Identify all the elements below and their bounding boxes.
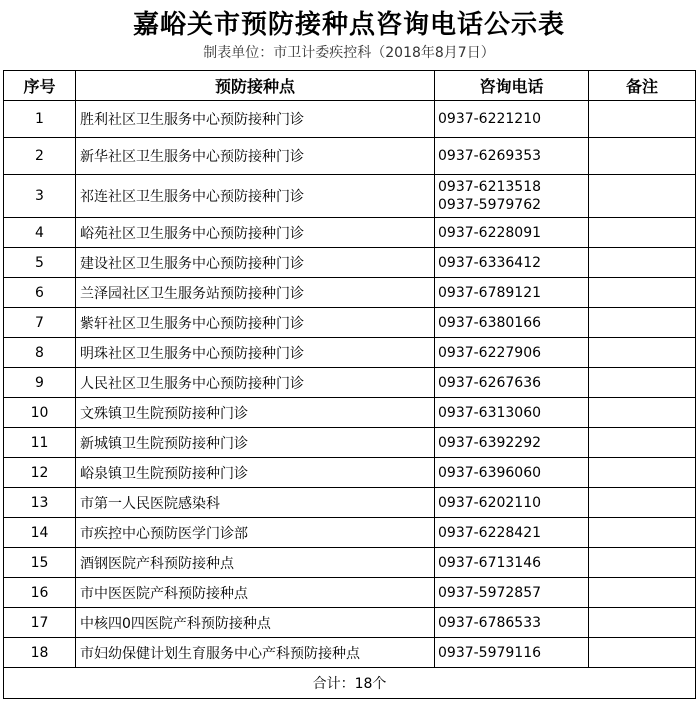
row-phone xyxy=(435,548,589,578)
row-note xyxy=(589,548,696,578)
row-index: 7 xyxy=(4,308,76,338)
row-index: 6 xyxy=(4,278,76,308)
table-row xyxy=(4,608,696,638)
phone-number: 0937-6202110 xyxy=(438,494,542,511)
row-phone xyxy=(435,518,589,548)
row-index: 18 xyxy=(4,638,76,668)
row-index: 14 xyxy=(4,518,76,548)
row-site-name: 市妇幼保健计划生育服务中心产科预防接种点 xyxy=(76,638,435,668)
table-row xyxy=(4,278,696,308)
phone-number: 0937-5979116 xyxy=(438,644,542,661)
row-index: 1 xyxy=(4,101,76,138)
row-site-name: 紫轩社区卫生服务中心预防接种门诊 xyxy=(76,308,435,338)
row-site-name: 兰泽园社区卫生服务站预防接种门诊 xyxy=(76,278,435,308)
row-index: 9 xyxy=(4,368,76,398)
table-row xyxy=(4,218,696,248)
phone-number: 0937-5979762 xyxy=(438,197,542,213)
table-row xyxy=(4,548,696,578)
row-phone xyxy=(435,398,589,428)
row-site-name: 明珠社区卫生服务中心预防接种门诊 xyxy=(76,338,435,368)
row-note xyxy=(589,175,696,218)
table-row xyxy=(4,101,696,138)
row-phone xyxy=(435,608,589,638)
row-index: 16 xyxy=(4,578,76,608)
vaccination-sites-table xyxy=(3,70,696,699)
row-index: 17 xyxy=(4,608,76,638)
row-site-name: 祁连社区卫生服务中心预防接种门诊 xyxy=(76,175,435,218)
table-row xyxy=(4,248,696,278)
row-note xyxy=(589,338,696,368)
row-index: 13 xyxy=(4,488,76,518)
row-note xyxy=(589,101,696,138)
phone-number: 0937-6392292 xyxy=(438,434,542,451)
row-note xyxy=(589,278,696,308)
row-site-name: 新城镇卫生院预防接种门诊 xyxy=(76,428,435,458)
total-cell: 合计：18个 xyxy=(4,668,696,699)
row-site-name: 文殊镇卫生院预防接种门诊 xyxy=(76,398,435,428)
row-note xyxy=(589,488,696,518)
phone-number: 0937-6267636 xyxy=(438,374,542,391)
row-note xyxy=(589,518,696,548)
table-row xyxy=(4,368,696,398)
header-note: 备注 xyxy=(589,71,696,101)
row-phone xyxy=(435,458,589,488)
phone-number: 0937-6221210 xyxy=(438,111,542,127)
row-site-name: 峪泉镇卫生院预防接种门诊 xyxy=(76,458,435,488)
row-site-name: 市第一人民医院感染科 xyxy=(76,488,435,518)
row-site-name: 建设社区卫生服务中心预防接种门诊 xyxy=(76,248,435,278)
phone-number: 0937-6227906 xyxy=(438,344,542,361)
row-phone xyxy=(435,248,589,278)
phone-number: 0937-6228421 xyxy=(438,524,542,541)
row-site-name: 胜利社区卫生服务中心预防接种门诊 xyxy=(76,101,435,138)
phone-number: 0937-6228091 xyxy=(438,224,542,241)
total-row xyxy=(4,668,696,699)
row-phone xyxy=(435,338,589,368)
table-row xyxy=(4,578,696,608)
row-index: 10 xyxy=(4,398,76,428)
row-site-name: 人民社区卫生服务中心预防接种门诊 xyxy=(76,368,435,398)
row-note xyxy=(589,248,696,278)
header-phone: 咨询电话 xyxy=(435,71,589,101)
row-note xyxy=(589,308,696,338)
row-phone xyxy=(435,428,589,458)
row-phone xyxy=(435,101,589,138)
row-phone xyxy=(435,368,589,398)
row-phone xyxy=(435,218,589,248)
phone-number: 0937-6213518 xyxy=(438,179,542,195)
row-phone xyxy=(435,638,589,668)
row-note xyxy=(589,638,696,668)
row-site-name: 新华社区卫生服务中心预防接种门诊 xyxy=(76,138,435,175)
row-index: 15 xyxy=(4,548,76,578)
table-row xyxy=(4,518,696,548)
row-phone xyxy=(435,278,589,308)
row-phone xyxy=(435,308,589,338)
row-site-name: 中核四0四医院产科预防接种点 xyxy=(76,608,435,638)
row-phone xyxy=(435,578,589,608)
row-site-name: 市中医医院产科预防接种点 xyxy=(76,578,435,608)
table-row xyxy=(4,638,696,668)
phone-number: 0937-6396060 xyxy=(438,464,542,481)
row-site-name: 市疾控中心预防医学门诊部 xyxy=(76,518,435,548)
row-note xyxy=(589,368,696,398)
row-site-name: 峪苑社区卫生服务中心预防接种门诊 xyxy=(76,218,435,248)
phone-number: 0937-6380166 xyxy=(438,314,542,331)
table-row xyxy=(4,458,696,488)
header-index: 序号 xyxy=(4,71,76,101)
page-title: 嘉峪关市预防接种点咨询电话公示表 xyxy=(132,10,565,40)
table-row xyxy=(4,138,696,175)
page-subtitle: 制表单位：市卫计委疾控科（2018年8月7日） xyxy=(203,45,495,61)
table-row xyxy=(4,308,696,338)
row-index: 3 xyxy=(4,175,76,218)
table-row xyxy=(4,488,696,518)
row-note xyxy=(589,398,696,428)
row-index: 8 xyxy=(4,338,76,368)
table-row xyxy=(4,398,696,428)
row-note xyxy=(589,608,696,638)
row-index: 4 xyxy=(4,218,76,248)
row-phone xyxy=(435,488,589,518)
row-index: 2 xyxy=(4,138,76,175)
phone-number: 0937-6713146 xyxy=(438,554,542,571)
header-site: 预防接种点 xyxy=(76,71,435,101)
row-phone xyxy=(435,138,589,175)
row-note xyxy=(589,578,696,608)
phone-number: 0937-6269353 xyxy=(438,148,542,164)
row-note xyxy=(589,218,696,248)
table-body xyxy=(4,101,696,668)
table-row xyxy=(4,175,696,218)
phone-number: 0937-6786533 xyxy=(438,614,542,631)
row-index: 5 xyxy=(4,248,76,278)
phone-number: 0937-6336412 xyxy=(438,254,542,271)
row-note xyxy=(589,458,696,488)
table-row xyxy=(4,428,696,458)
row-note xyxy=(589,138,696,175)
phone-number: 0937-6789121 xyxy=(438,284,542,301)
phone-number: 0937-5972857 xyxy=(438,584,542,601)
phone-number: 0937-6313060 xyxy=(438,404,542,421)
row-site-name: 酒钢医院产科预防接种点 xyxy=(76,548,435,578)
table-row xyxy=(4,338,696,368)
row-note xyxy=(589,428,696,458)
row-index: 12 xyxy=(4,458,76,488)
row-phone xyxy=(435,175,589,218)
row-index: 11 xyxy=(4,428,76,458)
table-header-row xyxy=(4,71,696,101)
